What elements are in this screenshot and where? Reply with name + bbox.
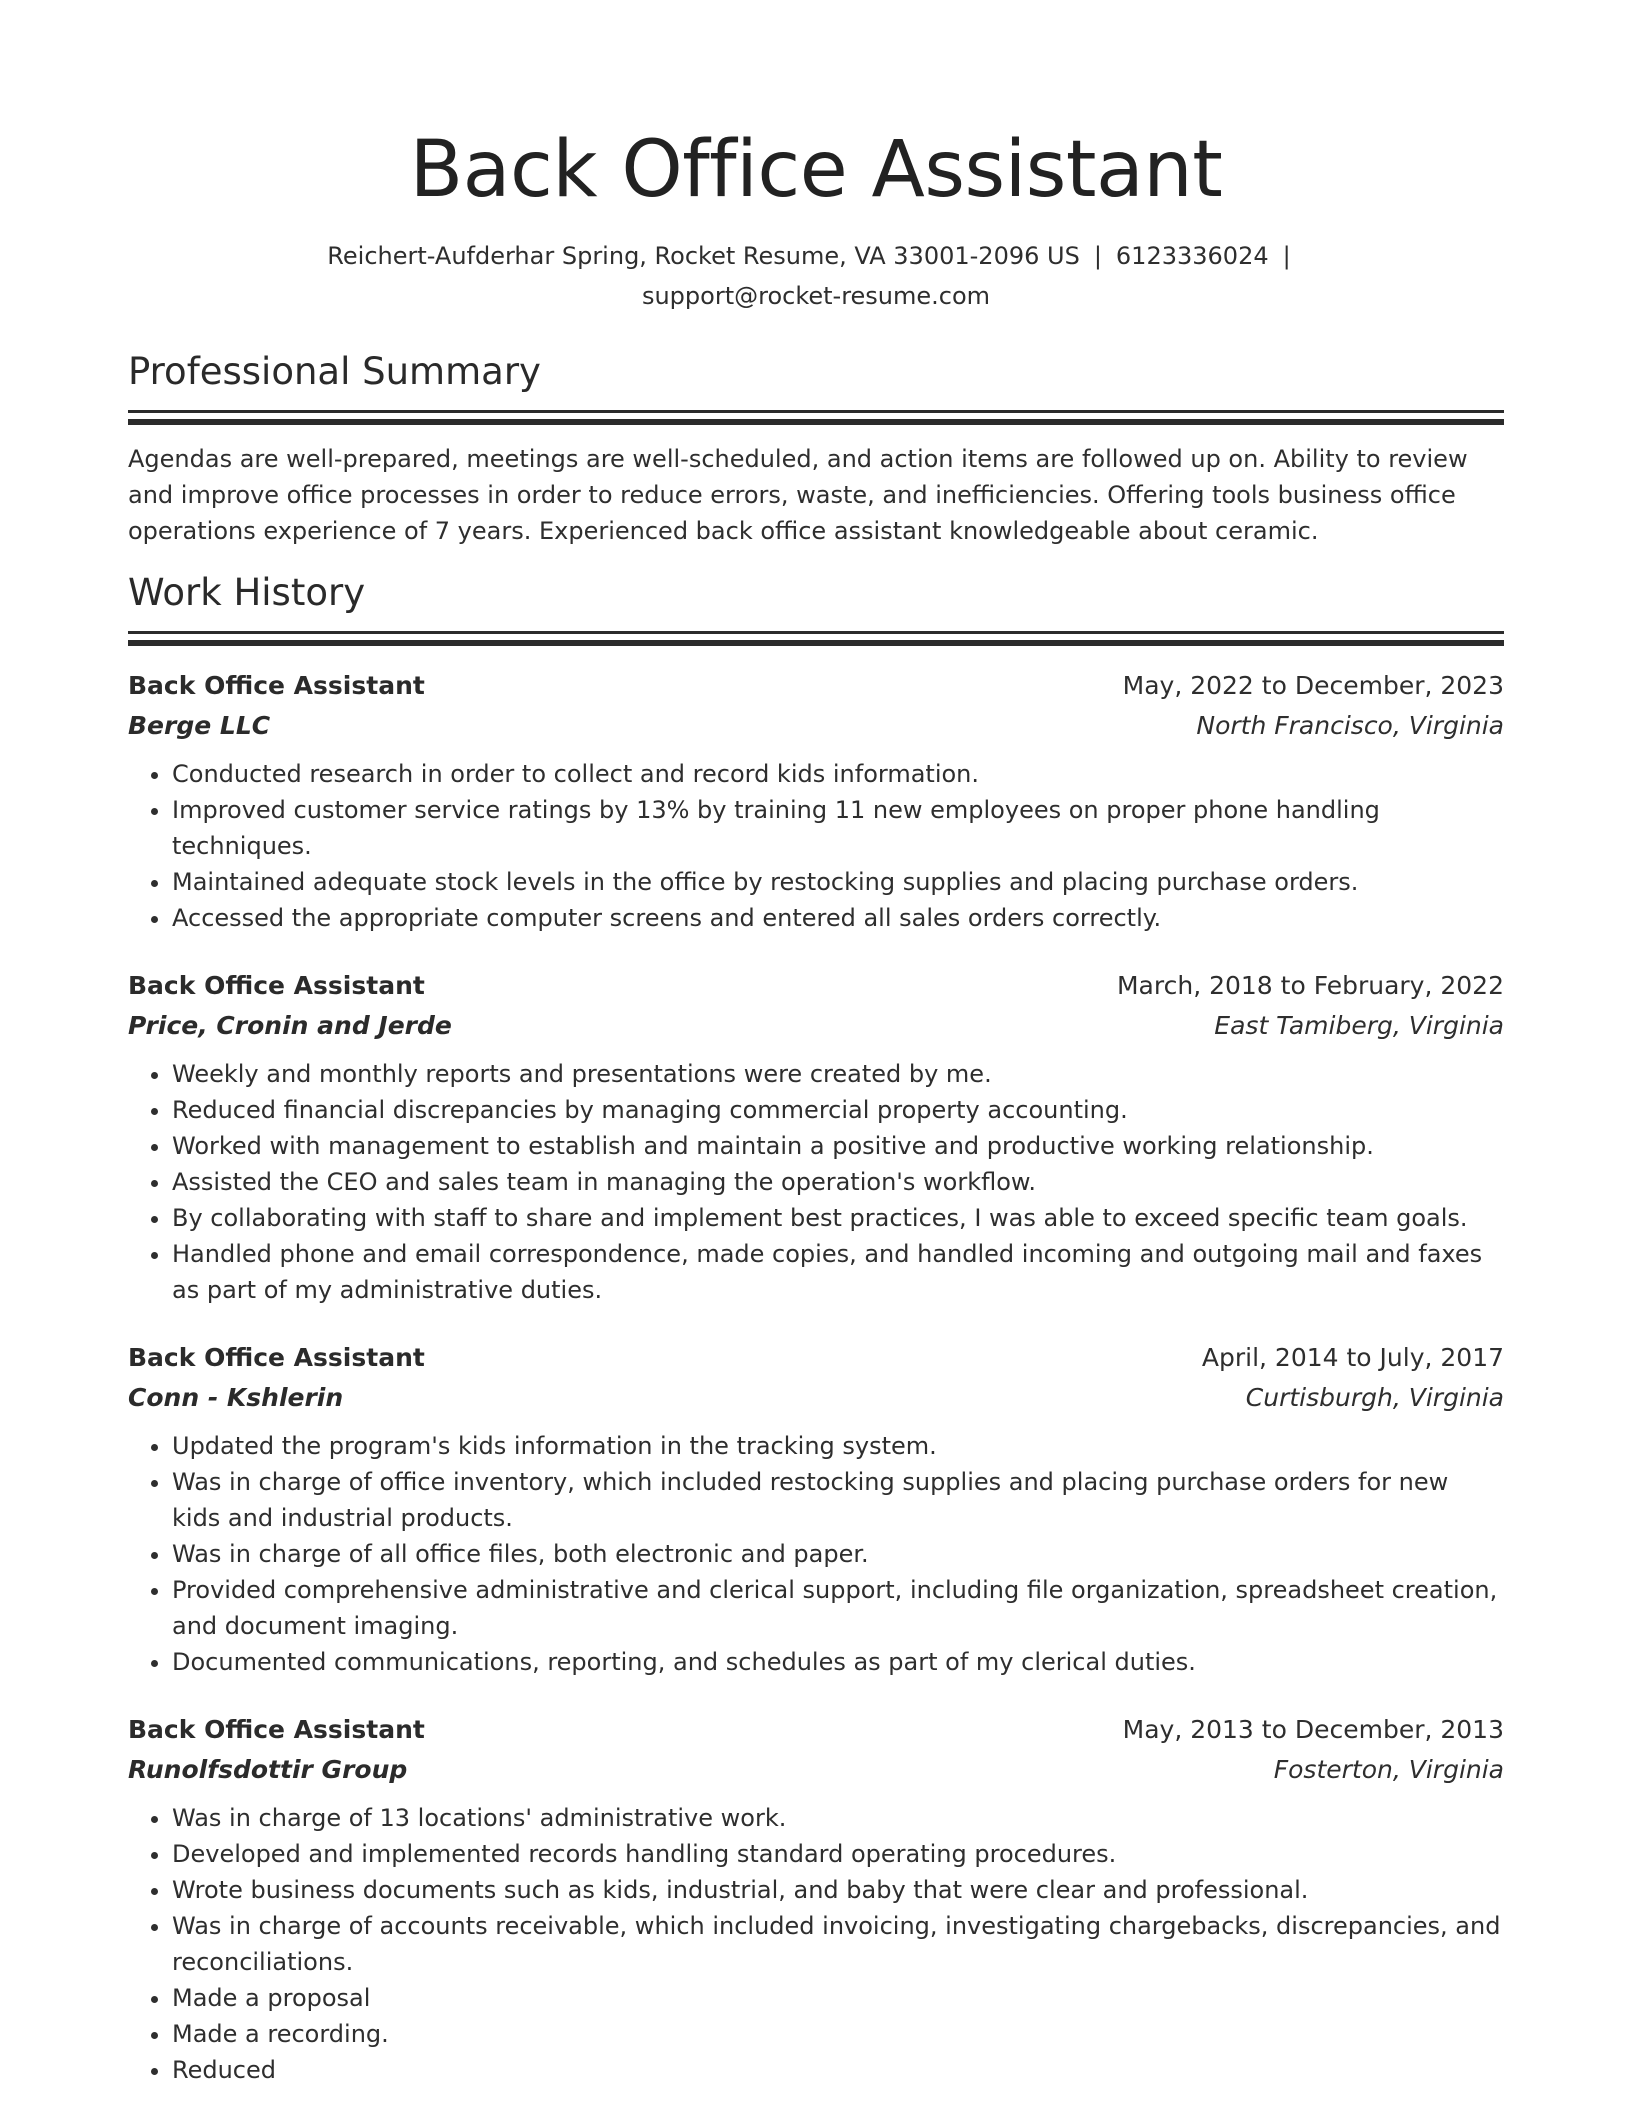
job-bullets [128,756,1504,936]
job-bullet: • Made a recording. [172,2016,1504,2052]
contact-address: Reichert-Aufderhar Spring, Rocket Resume, VA 33001-2096 US [327,242,1080,270]
job-location: East Tamiberg, Virginia [1214,1011,1504,1040]
job-bullet: • Reduced financial discrepancies by managing commercial property accounting. [172,1092,1504,1128]
job-bullet: • Updated the program's kids information in the tracking system. [172,1428,1504,1464]
work-history-section [128,569,1504,2088]
summary-text: Agendas are well-prepared, meetings are well-scheduled, and action items are followed up on. Ability to review and improve office processes in order to reduce errors, waste, and inefficiencies. Offering tools business office operations experience of 7 years. Experienced back office assistant knowledgeable about ceramic. [128,445,1468,545]
job-entry [128,966,1504,1308]
job-bullets [128,1800,1504,2088]
job-header-row [128,666,1504,706]
contact-email: support@rocket-resume.com [641,282,991,310]
section-divider [128,631,1504,646]
job-company-row [128,1006,1504,1046]
job-bullet: • Developed and implemented records handling standard operating procedures. [172,1836,1504,1872]
job-dates: May, 2022 to December, 2023 [1122,671,1504,700]
job-bullet: • Maintained adequate stock levels in the office by restocking supplies and placing purchase orders. [172,864,1504,900]
job-bullet: • Weekly and monthly reports and presentations were created by me. [172,1056,1504,1092]
job-location: Fosterton, Virginia [1273,1755,1504,1784]
job-bullet: • Conducted research in order to collect and record kids information. [172,756,1504,792]
job-header-row [128,1338,1504,1378]
job-company: Conn - Kshlerin [128,1383,344,1412]
job-title: Back Office Assistant [128,1715,425,1744]
job-title: Back Office Assistant [128,1343,425,1372]
resume-title: Back Office Assistant [409,125,1223,215]
job-entry [128,666,1504,936]
job-company-row [128,1750,1504,1790]
job-bullet: • Was in charge of office inventory, which included restocking supplies and placing purchase orders for new kids and industrial products. [172,1464,1504,1536]
section-divider [128,410,1504,425]
contact-separator: | [1282,242,1291,270]
job-entry [128,1710,1504,2088]
contact-separator: | [1093,242,1102,270]
job-bullet: • Provided comprehensive administrative and clerical support, including file organization, spreadsheet creation, and document imaging. [172,1572,1504,1644]
job-bullet: • Was in charge of all office files, both electronic and paper. [172,1536,1504,1572]
job-company: Runolfsdottir Group [128,1755,408,1784]
job-dates: April, 2014 to July, 2017 [1201,1343,1504,1372]
job-header-row [128,1710,1504,1750]
job-bullet: • Made a proposal [172,1980,1504,2016]
job-company-row [128,706,1504,746]
job-bullet: • Documented communications, reporting, and schedules as part of my clerical duties. [172,1644,1504,1680]
job-bullets [128,1056,1504,1308]
job-bullets [128,1428,1504,1680]
professional-summary-section [128,348,1504,549]
resume-page [128,0,1504,2088]
job-bullet: • Accessed the appropriate computer screens and entered all sales orders correctly. [172,900,1504,936]
job-bullet: • Worked with management to establish and maintain a positive and productive working relationship. [172,1128,1504,1164]
job-bullet: • Reduced [172,2052,1504,2088]
section-heading-summary: Professional Summary [128,350,541,393]
job-bullet: • By collaborating with staff to share and implement best practices, I was able to exceed specific team goals. [172,1200,1504,1236]
job-title: Back Office Assistant [128,671,425,700]
job-entry [128,1338,1504,1680]
job-company: Berge LLC [128,711,271,740]
job-location: Curtisburgh, Virginia [1245,1383,1504,1412]
job-dates: May, 2013 to December, 2013 [1122,1715,1504,1744]
job-company: Price, Cronin and Jerde [128,1011,452,1040]
contact-phone: 6123336024 [1115,242,1269,270]
job-company-row [128,1378,1504,1418]
job-dates: March, 2018 to February, 2022 [1116,971,1504,1000]
job-bullet: • Improved customer service ratings by 13% by training 11 new employees on proper phone handling techniques. [172,792,1504,864]
job-header-row [128,966,1504,1006]
job-bullet: • Assisted the CEO and sales team in managing the operation's workflow. [172,1164,1504,1200]
section-heading-work-history: Work History [128,571,366,614]
job-bullet: • Wrote business documents such as kids, industrial, and baby that were clear and professional. [172,1872,1504,1908]
job-bullet: • Was in charge of accounts receivable, which included invoicing, investigating chargebacks, discrepancies, and reconciliations. [172,1908,1504,1980]
job-bullet: • Was in charge of 13 locations' administrative work. [172,1800,1504,1836]
job-location: North Francisco, Virginia [1196,711,1504,740]
job-title: Back Office Assistant [128,971,425,1000]
contact-info [296,236,1336,316]
job-bullet: • Handled phone and email correspondence, made copies, and handled incoming and outgoing mail and faxes as part of my administrative duties. [172,1236,1504,1308]
